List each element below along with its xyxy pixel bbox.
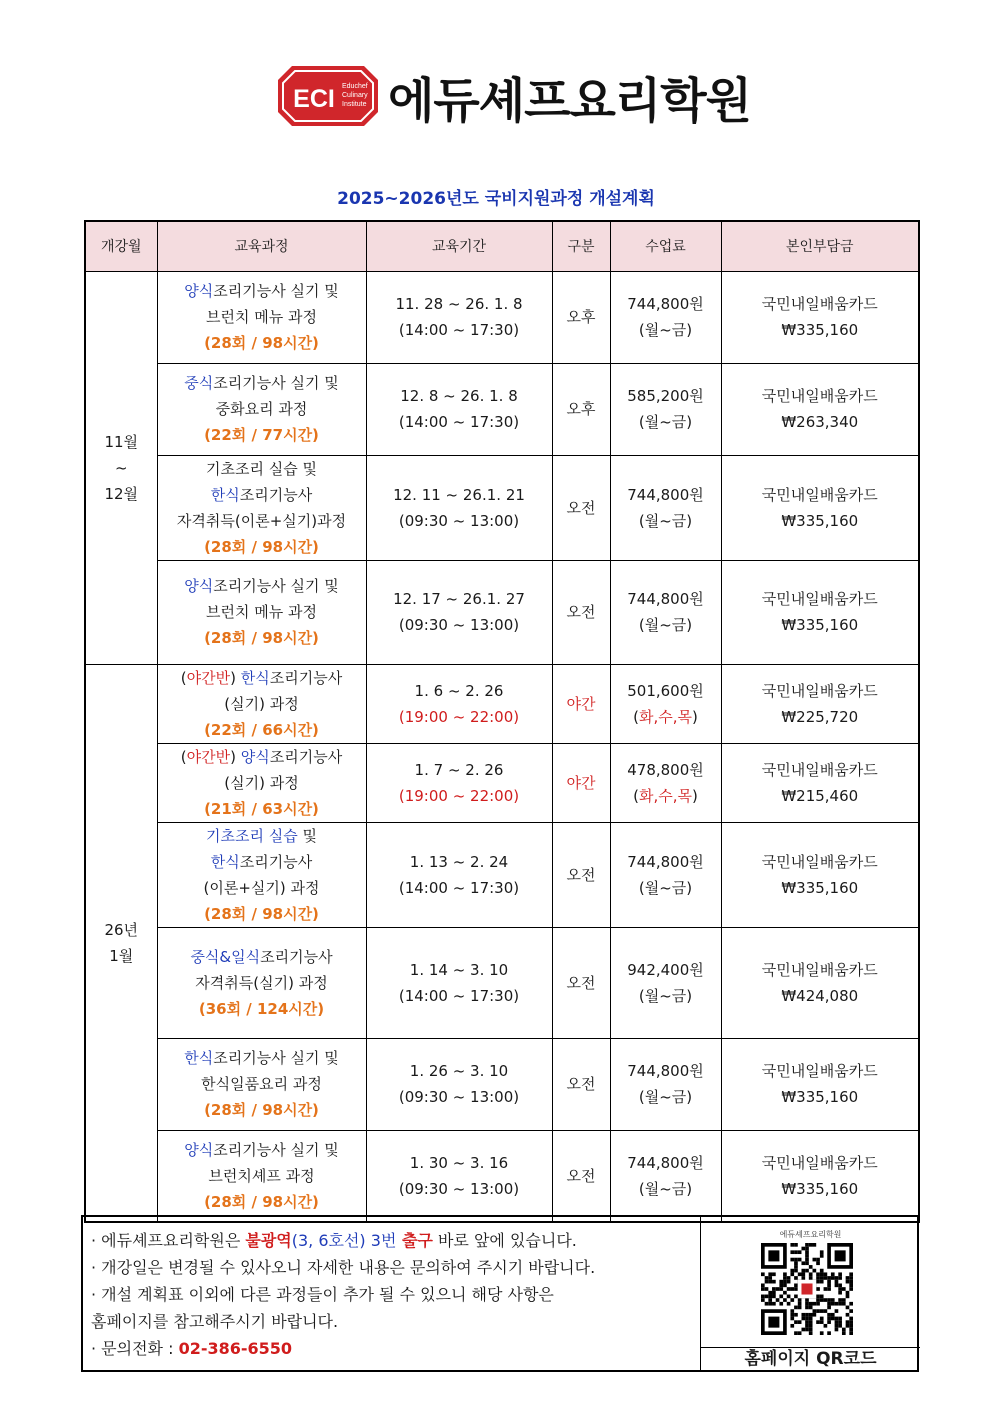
svg-text:ECI: ECI [293,85,335,113]
copay-amount: ₩335,160 [781,511,859,530]
period-time: (14:00 ~ 17:30) [398,321,520,339]
course-line [160,330,364,356]
course-line [160,1071,364,1097]
course-line-segment: (22회 / 66시간) [204,720,319,739]
period-dates: 11. 28 ~ 26. 1. 8 [395,295,523,313]
course-line-segment: 브런치셰프 과정 [208,1166,315,1185]
period-time: (14:00 ~ 17:30) [398,413,520,431]
course-line [160,665,364,691]
course-line [160,1137,364,1163]
class-days-segment: ( [633,707,639,726]
academy-logo [276,60,751,136]
course-line-segment: 조리기능사 실기 및 [213,577,339,595]
card-name: 국민내일배움카드 [761,852,878,871]
course-line-segment: 기초조리 실습 및 [206,459,317,478]
course-line-segment: 중식&일식 [190,947,261,966]
column-header: 본인부담금 [721,221,919,271]
course-line-segment: 자격취득(이론+실기)과정 [176,511,347,530]
class-days-segment: (월~금) [638,986,693,1005]
tuition-cell [610,1130,721,1222]
course-cell [157,743,366,822]
copay-cell [721,363,919,455]
table-row [85,271,919,363]
class-days [613,409,719,435]
tuition-cell [610,927,721,1038]
course-line-segment: 자격취득(실기) 과정 [195,973,328,992]
session-type-cell: 오전 [552,927,610,1038]
course-cell [157,1038,366,1130]
tuition-amount: 744,800원 [627,1062,704,1080]
copay-cell [721,743,919,822]
table-row [85,363,919,455]
course-line [160,456,364,482]
tuition-cell [610,743,721,822]
class-days [613,508,719,534]
session-type-cell: 오전 [552,455,610,560]
class-days-segment: (월~금) [638,321,693,339]
start-month-cell [85,664,157,1222]
copay-amount: ₩335,160 [781,616,859,634]
course-line [160,508,364,534]
tuition-cell [610,1038,721,1130]
course-line [160,573,364,599]
qr-caption: 에듀셰프요리학원 [779,1230,842,1239]
course-line [160,717,364,743]
start-month-text: 11월 [104,432,139,451]
period-dates: 12. 17 ~ 26.1. 27 [393,590,525,608]
copay-amount: ₩215,460 [781,786,859,805]
copay-amount: ₩263,340 [781,413,859,431]
course-line [160,944,364,970]
session-type-cell: 오전 [552,1038,610,1130]
period-dates: 1. 7 ~ 2. 26 [414,760,504,779]
course-line-segment: 한식일품요리 과정 [201,1075,322,1093]
column-header: 수업료 [610,221,721,271]
session-type-cell: 오전 [552,560,610,664]
table-row [85,822,919,927]
copay-amount: ₩335,160 [781,321,859,339]
session-type-cell: 야간 [552,664,610,743]
course-line [160,744,364,770]
tuition-amount: 942,400원 [627,960,704,979]
tuition-amount: 744,800원 [627,485,704,504]
page-title: 2025~2026년도 국비지원과정 개설계획 [337,189,655,209]
course-line [160,370,364,396]
column-header: 교육기간 [366,221,552,271]
course-line [160,599,364,625]
course-line-segment: 한식 [240,668,270,687]
class-days-segment: (월~금) [638,1088,693,1106]
copay-amount: ₩335,160 [781,1088,859,1106]
course-line-segment: 조리기능사 실기 및 [213,282,339,300]
course-line [160,396,364,422]
course-cell [157,927,366,1038]
course-line-segment: 양식 [184,577,214,595]
column-header: 구분 [552,221,610,271]
period-cell [366,664,552,743]
course-line-segment: 양식 [240,747,270,766]
copay-amount: ₩424,080 [781,986,859,1005]
academy-name: 에듀셰프요리학원 [388,73,751,129]
period-time: (09:30 ~ 13:00) [398,616,520,634]
session-type-cell: 오전 [552,822,610,927]
card-name: 국민내일배움카드 [761,387,878,405]
tuition-cell [610,363,721,455]
course-line-segment: 브런치 메뉴 과정 [206,308,317,326]
course-line-segment: (28회 / 98시간) [204,1101,319,1119]
class-days-segment: (월~금) [638,1179,693,1198]
course-line [160,1097,364,1123]
course-line [160,970,364,996]
start-month-text: 12월 [104,484,139,503]
tuition-amount: 501,600원 [627,681,704,700]
course-line-segment: 양식 [184,1140,214,1159]
card-name: 국민내일배움카드 [761,681,878,700]
class-days [613,1084,719,1110]
class-days [613,704,719,730]
course-line [160,901,364,927]
tuition-cell [610,455,721,560]
course-line-segment: 조리기능사 실기 및 [213,1140,339,1159]
copay-amount: ₩335,160 [781,878,859,897]
session-type-cell: 야간 [552,743,610,822]
tuition-cell [610,822,721,927]
course-line-segment: (이론+실기) 과정 [203,878,320,897]
course-line-segment: 조리기능사 실기 및 [213,374,339,392]
period-time: (09:30 ~ 13:00) [398,511,520,530]
copay-cell [721,455,919,560]
course-line-segment: 조리기능사 [239,485,313,504]
period-dates: 1. 13 ~ 2. 24 [409,852,509,871]
period-cell [366,271,552,363]
course-line [160,996,364,1022]
notice-list [91,1227,691,1362]
course-line [160,278,364,304]
copay-amount: ₩225,720 [781,707,859,726]
class-days-segment: 화,수,목 [638,707,692,726]
course-line-segment: 조리기능사 [269,747,343,766]
course-line-segment: 한식 [210,852,240,871]
tuition-amount: 744,800원 [627,1153,704,1172]
class-days [613,317,719,343]
svg-text:Educhef: Educhef [342,83,368,90]
course-line [160,422,364,448]
notice-line-segment: 02-386-6550 [178,1339,293,1358]
table-row [85,927,919,1038]
course-cell [157,363,366,455]
course-line-segment: 야간반 [186,668,231,687]
notice-line-segment: · 개설 계획표 이외에 다른 과정들이 추가 될 수 있으니 해당 사항은 [91,1285,554,1304]
notice-line-segment: 홈페이지를 참고해주시기 바랍니다. [91,1312,339,1331]
notice-line [91,1308,691,1335]
class-days-segment: (월~금) [638,511,693,530]
class-days [613,1176,719,1202]
copay-cell [721,560,919,664]
course-line-segment: ( [180,668,187,687]
copay-cell [721,664,919,743]
start-month-text: ~ [114,458,128,477]
period-dates: 1. 6 ~ 2. 26 [414,681,504,700]
tuition-cell [610,560,721,664]
copay-cell [721,927,919,1038]
period-dates: 1. 30 ~ 3. 16 [409,1153,509,1172]
svg-text:Culinary: Culinary [342,92,368,99]
course-line-segment: (21회 / 63시간) [204,799,319,818]
notice-line [91,1227,691,1254]
course-line-segment: (28회 / 98시간) [204,1192,319,1211]
notice-line-segment: (3, 6호선) 3번 [291,1231,397,1250]
column-header: 개강월 [85,221,157,271]
eci-badge-icon [276,64,380,128]
period-cell [366,822,552,927]
course-line-segment: 조리기능사 실기 및 [213,1049,339,1067]
period-cell [366,560,552,664]
period-time: (14:00 ~ 17:30) [398,986,520,1005]
card-name: 국민내일배움카드 [761,1153,878,1172]
class-days-segment: 화,수,목 [638,786,692,805]
course-line [160,796,364,822]
course-line [160,849,364,875]
notice-line-segment: · 에듀셰프요리학원은 [91,1231,246,1250]
course-line-segment: (28회 / 98시간) [204,629,319,647]
tuition-amount: 478,800원 [627,760,704,779]
course-line-segment: 조리기능사 [269,668,343,687]
notice-line [91,1281,691,1308]
course-line [160,534,364,560]
notice-line [91,1254,691,1281]
period-cell [366,1130,552,1222]
course-cell [157,822,366,927]
course-line [160,875,364,901]
qr-code-icon[interactable] [761,1243,853,1335]
notice-line-segment: 출구 [396,1231,433,1250]
table-row [85,560,919,664]
tuition-amount: 744,800원 [627,590,704,608]
card-name: 국민내일배움카드 [761,960,878,979]
course-line [160,770,364,796]
session-type-cell: 오전 [552,1130,610,1222]
course-line-segment: 브런치 메뉴 과정 [206,603,317,621]
copay-cell [721,1130,919,1222]
class-days-segment: ) [692,707,698,726]
period-cell [366,455,552,560]
period-time: (09:30 ~ 13:00) [398,1088,520,1106]
class-days [613,875,719,901]
course-line [160,1045,364,1071]
table-row [85,664,919,743]
period-cell [366,363,552,455]
svg-text:Institute: Institute [342,101,367,108]
card-name: 국민내일배움카드 [761,295,878,313]
period-dates: 12. 8 ~ 26. 1. 8 [400,387,518,405]
card-name: 국민내일배움카드 [761,1062,878,1080]
course-line-segment: 야간반 [186,747,231,766]
course-line-segment: (실기) 과정 [224,694,299,713]
card-name: 국민내일배움카드 [761,760,878,779]
start-month-text: 1월 [109,946,134,965]
course-line-segment: ( [180,747,187,766]
period-dates: 1. 14 ~ 3. 10 [409,960,509,979]
course-line-segment: (28회 / 98시간) [204,537,319,556]
notice-line-segment: · 문의전화 : [91,1339,179,1358]
notice-line-segment: 불광역 [245,1231,292,1250]
period-cell [366,1038,552,1130]
session-type-cell: 오후 [552,271,610,363]
qr-label: 홈페이지 QR코드 [701,1347,920,1370]
table-header-row [85,221,919,271]
class-days [613,612,719,638]
course-line [160,625,364,651]
class-days-segment: ) [692,786,698,805]
course-line-segment: (28회 / 98시간) [204,334,319,352]
period-time: (19:00 ~ 22:00) [398,707,520,726]
course-line-segment: ) [230,747,241,766]
course-line-segment: 조리기능사 [260,947,333,966]
course-cell [157,455,366,560]
course-line-segment: 양식 [184,282,214,300]
course-line [160,304,364,330]
class-days-segment: ( [633,786,639,805]
notice-line-segment: · 개강일은 변경될 수 있사오니 자세한 내용은 문의하여 주시기 바랍니다. [91,1258,596,1277]
course-cell [157,271,366,363]
period-time: (09:30 ~ 13:00) [398,1179,520,1198]
copay-cell [721,1038,919,1130]
class-days-segment: (월~금) [638,413,693,431]
start-month-text: 26년 [104,920,139,939]
period-time: (19:00 ~ 22:00) [398,786,520,805]
course-line-segment: 중식 [184,374,214,392]
class-days [613,783,719,809]
course-schedule-table [84,220,920,1223]
course-cell [157,1130,366,1222]
table-row [85,743,919,822]
tuition-amount: 585,200원 [627,387,704,405]
course-line-segment: 중화요리 과정 [215,400,308,418]
period-time: (14:00 ~ 17:30) [398,878,520,897]
period-dates: 1. 26 ~ 3. 10 [409,1062,509,1080]
class-days [613,983,719,1009]
table-row [85,1130,919,1222]
tuition-amount: 744,800원 [627,852,704,871]
course-cell [157,664,366,743]
tuition-cell [610,664,721,743]
card-name: 국민내일배움카드 [761,590,878,608]
start-month-cell [85,271,157,664]
notice-line-segment: 바로 앞에 있습니다. [432,1231,577,1250]
class-days-segment: (월~금) [638,878,693,897]
copay-cell [721,271,919,363]
period-cell [366,927,552,1038]
column-header: 교육과정 [157,221,366,271]
copay-amount: ₩335,160 [781,1179,859,1198]
period-cell [366,743,552,822]
course-cell [157,560,366,664]
course-line-segment: 및 [297,826,317,845]
course-line-segment: (실기) 과정 [224,773,299,792]
tuition-cell [610,271,721,363]
copay-cell [721,822,919,927]
table-row [85,1038,919,1130]
period-dates: 12. 11 ~ 26.1. 21 [393,485,525,504]
course-line-segment: (28회 / 98시간) [204,904,319,923]
course-line-segment: (22회 / 77시간) [204,426,319,444]
course-line [160,1163,364,1189]
info-box [81,1215,919,1372]
course-line-segment: 기초조리 실습 [206,826,298,845]
course-line [160,1189,364,1215]
table-row [85,455,919,560]
qr-panel [700,1217,919,1370]
session-type-cell: 오후 [552,363,610,455]
course-line [160,482,364,508]
notice-line [91,1335,691,1362]
course-line-segment: (36회 / 124시간) [198,999,325,1018]
course-line-segment: 한식 [210,485,240,504]
tuition-amount: 744,800원 [627,295,704,313]
course-line [160,823,364,849]
course-line-segment: 한식 [184,1049,214,1067]
course-line-segment: ) [230,668,241,687]
class-days-segment: (월~금) [638,616,693,634]
course-line-segment: 조리기능사 [239,852,313,871]
course-line [160,691,364,717]
card-name: 국민내일배움카드 [761,485,878,504]
